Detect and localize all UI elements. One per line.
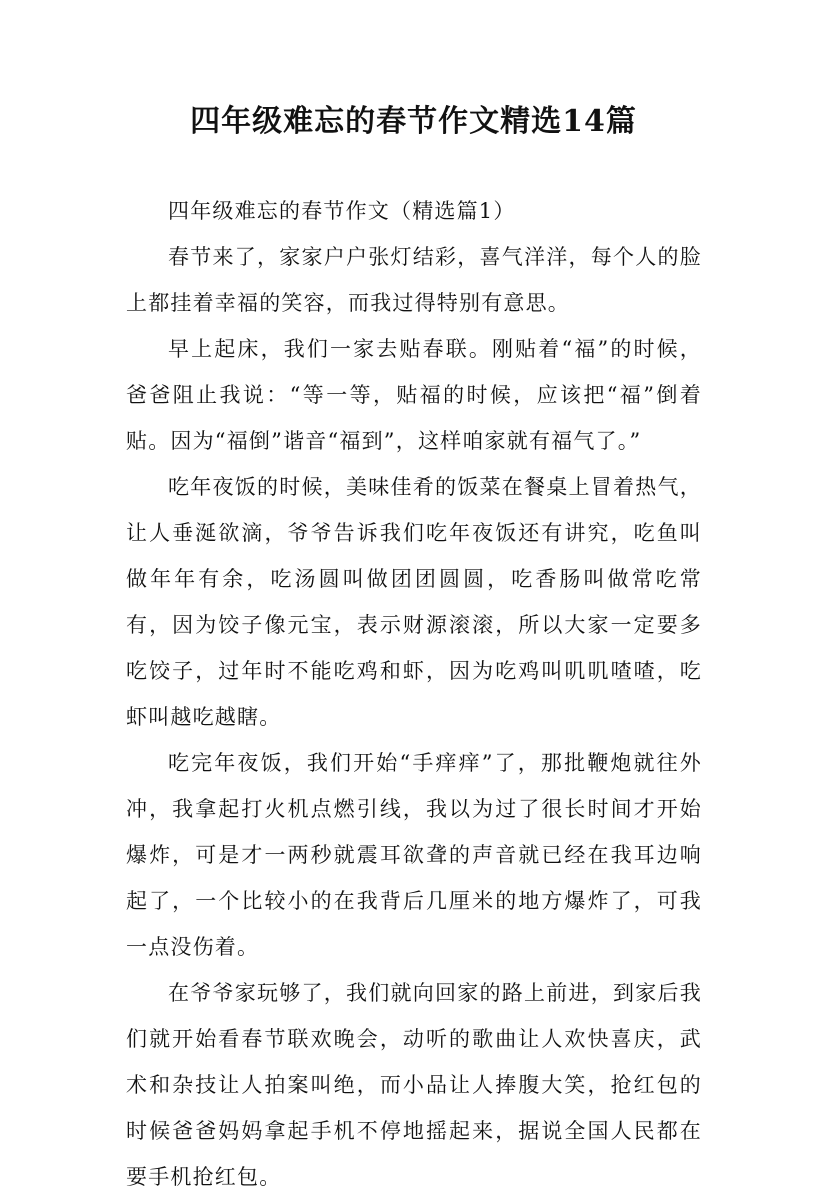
paragraph-5: 在爷爷家玩够了，我们就向回家的路上前进，到家后我们就开始看春节联欢晚会，动听的歌曲让人欢快喜庆，武术和杂技让人拍案叫绝，而小品让人捧腹大笑，抢红包的时候爸爸妈妈拿起手机不停地摇起来，据说全国人民都在要手机抢红包。 [126, 981, 702, 1189]
document-title: 四年级难忘的春节作文精选14篇 [190, 104, 637, 139]
document-body [126, 188, 702, 1200]
paragraph-4: 吃完年夜饭，我们开始“手痒痒”了，那批鞭炮就往外冲，我拿起打火机点燃引线，我以为过了很长时间才开始爆炸，可是才一两秒就震耳欲聋的声音就已经在我耳边响起了，一个比较小的在我背后几厘米的地方爆炸了，可我一点没伤着。 [126, 751, 702, 959]
paragraph-3: 吃年夜饭的时候，美味佳肴的饭菜在餐桌上冒着热气，让人垂涎欲滴，爷爷告诉我们吃年夜饭还有讲究，吃鱼叫做年年有余，吃汤圆叫做团团圆圆，吃香肠叫做常吃常有，因为饺子像元宝，表示财源滚滚，所以大家一定要多吃饺子，过年时不能吃鸡和虾，因为吃鸡叫叽叽喳喳，吃虾叫越吃越瞎。 [126, 475, 702, 729]
paragraph-1: 春节来了，家家户户张灯结彩，喜气洋洋，每个人的脸上都挂着幸福的笑容，而我过得特别有意思。 [126, 245, 702, 315]
section-heading: 四年级难忘的春节作文（精选篇1） [168, 199, 516, 223]
paragraph-2: 早上起床，我们一家去贴春联。刚贴着“福”的时候，爸爸阻止我说：“等一等，贴福的时候，应该把“福”倒着贴。因为“福倒”谐音“福到”，这样咱家就有福气了。” [126, 337, 702, 453]
